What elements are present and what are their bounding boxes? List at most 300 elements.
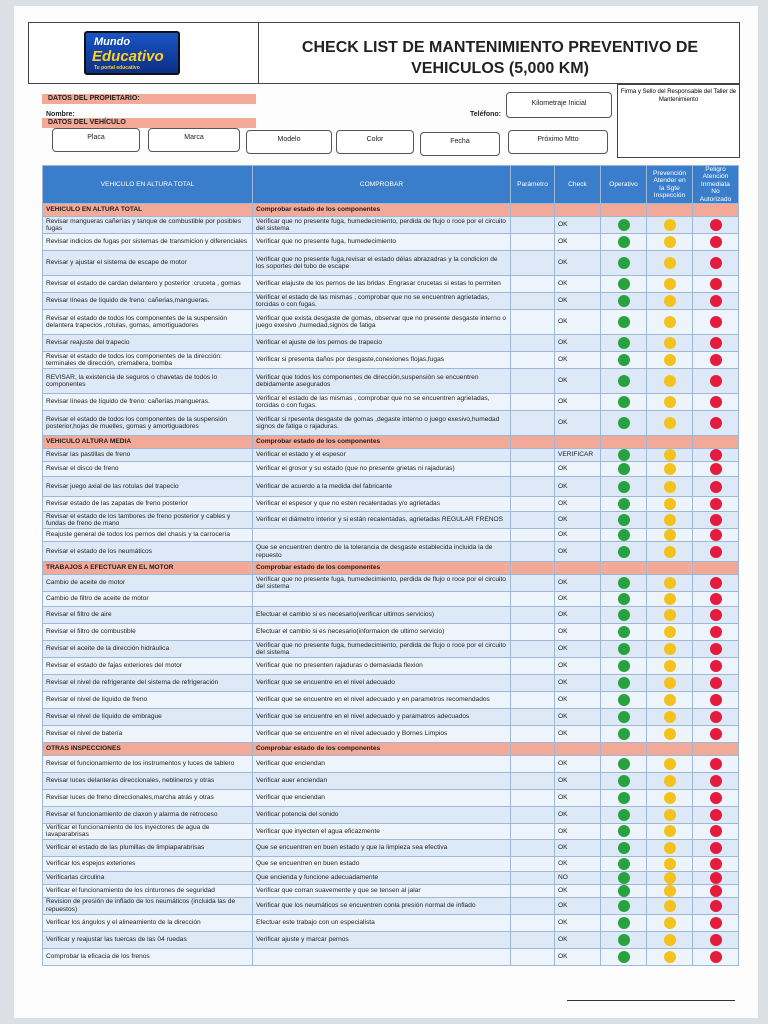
parameter-cell[interactable]: [511, 217, 555, 234]
prevencion-cell[interactable]: [647, 624, 693, 641]
item-cell: REVISAR, la existencia de seguros o chavetas de todos lo componentes: [43, 369, 253, 394]
prevencion-cell[interactable]: [647, 914, 693, 931]
parameter-cell[interactable]: [511, 394, 555, 411]
peligro-cell[interactable]: [693, 756, 739, 773]
plate-field[interactable]: Placa: [52, 128, 140, 152]
table-row: [43, 529, 739, 542]
green-status-dot: [618, 529, 630, 541]
check-cell: Verificar que inyecten el agua eficazmente: [253, 824, 511, 840]
operativo-cell[interactable]: [601, 658, 647, 675]
status-cell[interactable]: OK: [555, 807, 601, 824]
operativo-cell[interactable]: [601, 251, 647, 276]
peligro-cell[interactable]: [693, 709, 739, 726]
operativo-cell[interactable]: [601, 641, 647, 658]
peligro-cell[interactable]: [693, 394, 739, 411]
check-cell: Que encienda y funcione adecuadamente: [253, 871, 511, 884]
prevencion-cell[interactable]: [647, 856, 693, 871]
status-cell[interactable]: OK: [555, 948, 601, 965]
operativo-cell[interactable]: [601, 394, 647, 411]
peligro-cell[interactable]: [693, 335, 739, 352]
operativo-cell[interactable]: [601, 856, 647, 871]
operativo-cell[interactable]: [601, 675, 647, 692]
prevencion-cell[interactable]: [647, 497, 693, 512]
prevencion-cell[interactable]: [647, 477, 693, 497]
yellow-status-dot: [664, 775, 676, 787]
prevencion-cell[interactable]: [647, 897, 693, 914]
prevencion-cell[interactable]: [647, 726, 693, 743]
section-cell: [601, 743, 647, 756]
check-cell: Verificar el estado y el espesor: [253, 449, 511, 462]
table-row: [43, 884, 739, 897]
parameter-cell[interactable]: [511, 856, 555, 871]
check-cell: Verificar que enciendan: [253, 756, 511, 773]
operativo-cell[interactable]: [601, 773, 647, 790]
parameter-cell[interactable]: [511, 497, 555, 512]
operativo-cell[interactable]: [601, 592, 647, 607]
status-cell[interactable]: OK: [555, 335, 601, 352]
table-row: [43, 897, 739, 914]
prevencion-cell[interactable]: [647, 773, 693, 790]
parameter-cell[interactable]: [511, 824, 555, 840]
status-cell[interactable]: OK: [555, 462, 601, 477]
check-cell: [253, 948, 511, 965]
prevencion-cell[interactable]: [647, 839, 693, 856]
parameter-cell[interactable]: [511, 512, 555, 529]
status-cell[interactable]: OK: [555, 897, 601, 914]
peligro-cell[interactable]: [693, 217, 739, 234]
prevencion-cell[interactable]: [647, 352, 693, 369]
parameter-cell[interactable]: [511, 411, 555, 436]
red-status-dot: [710, 728, 722, 740]
parameter-cell[interactable]: [511, 931, 555, 948]
operativo-cell[interactable]: [601, 352, 647, 369]
prevencion-cell[interactable]: [647, 293, 693, 310]
table-row: [43, 575, 739, 592]
peligro-cell[interactable]: [693, 807, 739, 824]
parameter-cell[interactable]: [511, 276, 555, 293]
prevencion-cell[interactable]: [647, 658, 693, 675]
item-cell: Verificar los espejos exteriores: [43, 856, 253, 871]
operativo-cell[interactable]: [601, 756, 647, 773]
peligro-cell[interactable]: [693, 293, 739, 310]
operativo-cell[interactable]: [601, 709, 647, 726]
parameter-cell[interactable]: [511, 884, 555, 897]
parameter-cell[interactable]: [511, 477, 555, 497]
peligro-cell[interactable]: [693, 773, 739, 790]
item-cell: Verificar los ángulos y el alineamiento de la dirección: [43, 914, 253, 931]
yellow-status-dot: [664, 514, 676, 526]
parameter-cell[interactable]: [511, 234, 555, 251]
peligro-cell[interactable]: [693, 449, 739, 462]
green-status-dot: [618, 775, 630, 787]
red-status-dot: [710, 546, 722, 558]
item-cell: Revisar el nivel de líquido de freno: [43, 692, 253, 709]
operativo-cell[interactable]: [601, 624, 647, 641]
prevencion-cell[interactable]: [647, 310, 693, 335]
peligro-cell[interactable]: [693, 310, 739, 335]
red-status-dot: [710, 951, 722, 963]
operativo-cell[interactable]: [601, 529, 647, 542]
operativo-cell[interactable]: [601, 871, 647, 884]
item-cell: Revisar el estado de los neumáticos: [43, 542, 253, 562]
status-cell[interactable]: OK: [555, 217, 601, 234]
prevencion-cell[interactable]: [647, 884, 693, 897]
green-status-dot: [618, 917, 630, 929]
status-cell[interactable]: OK: [555, 856, 601, 871]
peligro-cell[interactable]: [693, 352, 739, 369]
table-row: [43, 641, 739, 658]
parameter-cell[interactable]: [511, 529, 555, 542]
table-row: [43, 462, 739, 477]
check-cell: Verificar que no presente fuga, humedecimiento, perdida de flujo o roce por el circuito del sistema: [253, 217, 511, 234]
prevencion-cell[interactable]: [647, 790, 693, 807]
green-status-dot: [618, 643, 630, 655]
peligro-cell[interactable]: [693, 658, 739, 675]
red-status-dot: [710, 529, 722, 541]
prevencion-cell[interactable]: [647, 394, 693, 411]
peligro-cell[interactable]: [693, 726, 739, 743]
table-row: [43, 856, 739, 871]
peligro-cell[interactable]: [693, 624, 739, 641]
parameter-cell[interactable]: [511, 756, 555, 773]
brand-field[interactable]: Marca: [148, 128, 240, 152]
green-status-dot: [618, 900, 630, 912]
prevencion-cell[interactable]: [647, 641, 693, 658]
yellow-status-dot: [664, 546, 676, 558]
status-cell[interactable]: OK: [555, 575, 601, 592]
operativo-cell[interactable]: [601, 607, 647, 624]
peligro-cell[interactable]: [693, 931, 739, 948]
yellow-status-dot: [664, 711, 676, 723]
peligro-cell[interactable]: [693, 234, 739, 251]
status-cell[interactable]: OK: [555, 529, 601, 542]
prevencion-cell[interactable]: [647, 529, 693, 542]
peligro-cell[interactable]: [693, 575, 739, 592]
prevencion-cell[interactable]: [647, 276, 693, 293]
operativo-cell[interactable]: [601, 839, 647, 856]
green-status-dot: [618, 626, 630, 638]
green-status-dot: [618, 951, 630, 963]
prevencion-cell[interactable]: [647, 217, 693, 234]
peligro-cell[interactable]: [693, 497, 739, 512]
status-cell[interactable]: OK: [555, 675, 601, 692]
prevencion-cell[interactable]: [647, 709, 693, 726]
check-cell: Verificar si presenta daños por desgaste,conexiones flojas,fugas: [253, 352, 511, 369]
status-cell[interactable]: OK: [555, 512, 601, 529]
peligro-cell[interactable]: [693, 884, 739, 897]
status-cell[interactable]: OK: [555, 293, 601, 310]
prevencion-cell[interactable]: [647, 871, 693, 884]
yellow-status-dot: [664, 872, 676, 884]
operativo-cell[interactable]: [601, 807, 647, 824]
check-cell: Verificar que no presente fuga, humedecimiento, perdida de flujo o roce por el circuito del sistema: [253, 641, 511, 658]
section-cell: [555, 743, 601, 756]
yellow-status-dot: [664, 498, 676, 510]
yellow-status-dot: [664, 593, 676, 605]
operativo-cell[interactable]: [601, 914, 647, 931]
yellow-status-dot: [664, 934, 676, 946]
status-cell[interactable]: OK: [555, 658, 601, 675]
peligro-cell[interactable]: [693, 824, 739, 840]
prevencion-cell[interactable]: [647, 756, 693, 773]
status-cell[interactable]: OK: [555, 641, 601, 658]
operativo-cell[interactable]: [601, 884, 647, 897]
item-cell: Verificar el funcionamiento de los inyectores de agua de lavaparabrisas: [43, 824, 253, 840]
parameter-cell[interactable]: [511, 773, 555, 790]
prevencion-cell[interactable]: [647, 675, 693, 692]
green-status-dot: [618, 872, 630, 884]
table-row: [43, 251, 739, 276]
item-cell: Revisar el funcionamiento de los instrumentos y luces de tablero: [43, 756, 253, 773]
prevencion-cell[interactable]: [647, 234, 693, 251]
parameter-cell[interactable]: [511, 807, 555, 824]
parameter-cell[interactable]: [511, 462, 555, 477]
item-cell: Revisar las pastillas de freno: [43, 449, 253, 462]
parameter-cell[interactable]: [511, 607, 555, 624]
section-cell: [555, 204, 601, 217]
yellow-status-dot: [664, 577, 676, 589]
check-cell: Verificar ajuste y marcar pernos: [253, 931, 511, 948]
operativo-cell[interactable]: [601, 462, 647, 477]
red-status-dot: [710, 463, 722, 475]
peligro-cell[interactable]: [693, 839, 739, 856]
status-cell[interactable]: OK: [555, 352, 601, 369]
next-maintenance-field[interactable]: Próximo Mtto: [508, 130, 608, 154]
peligro-cell[interactable]: [693, 542, 739, 562]
parameter-cell[interactable]: [511, 790, 555, 807]
status-cell[interactable]: OK: [555, 542, 601, 562]
prevencion-cell[interactable]: [647, 335, 693, 352]
parameter-cell[interactable]: [511, 293, 555, 310]
green-status-dot: [618, 337, 630, 349]
operativo-cell[interactable]: [601, 477, 647, 497]
status-cell[interactable]: OK: [555, 592, 601, 607]
peligro-cell[interactable]: [693, 411, 739, 436]
kilometraje-field[interactable]: Kilometraje Inicial: [506, 92, 612, 118]
operativo-cell[interactable]: [601, 497, 647, 512]
yellow-status-dot: [664, 417, 676, 429]
yellow-status-dot: [664, 825, 676, 837]
section-check-title: Comprobar estado de los componentes: [253, 204, 511, 217]
green-status-dot: [618, 481, 630, 493]
peligro-cell[interactable]: [693, 641, 739, 658]
peligro-cell[interactable]: [693, 607, 739, 624]
peligro-cell[interactable]: [693, 276, 739, 293]
operativo-cell[interactable]: [601, 310, 647, 335]
prevencion-cell[interactable]: [647, 449, 693, 462]
prevencion-cell[interactable]: [647, 692, 693, 709]
prevencion-cell[interactable]: [647, 592, 693, 607]
status-cell[interactable]: OK: [555, 624, 601, 641]
peligro-cell[interactable]: [693, 477, 739, 497]
signature-box: Firma y Sello del Responsable del Taller de Mantenimiento: [617, 84, 740, 158]
parameter-cell[interactable]: [511, 624, 555, 641]
status-cell[interactable]: OK: [555, 726, 601, 743]
item-cell: Revisar líneas de líquido de freno: cañerias,mangueras.: [43, 293, 253, 310]
status-cell[interactable]: OK: [555, 884, 601, 897]
peligro-cell[interactable]: [693, 512, 739, 529]
operativo-cell[interactable]: [601, 692, 647, 709]
peligro-cell[interactable]: [693, 675, 739, 692]
prevencion-cell[interactable]: [647, 251, 693, 276]
prevencion-cell[interactable]: [647, 369, 693, 394]
peligro-cell[interactable]: [693, 914, 739, 931]
status-cell[interactable]: OK: [555, 914, 601, 931]
yellow-status-dot: [664, 842, 676, 854]
red-status-dot: [710, 219, 722, 231]
model-field[interactable]: Modelo: [246, 130, 332, 154]
red-status-dot: [710, 694, 722, 706]
item-cell: Revisar luces de freno direccionales,marcha atrás y otras: [43, 790, 253, 807]
operativo-cell[interactable]: [601, 335, 647, 352]
prevencion-cell[interactable]: [647, 462, 693, 477]
parameter-cell[interactable]: [511, 914, 555, 931]
operativo-cell[interactable]: [601, 897, 647, 914]
yellow-status-dot: [664, 809, 676, 821]
status-cell[interactable]: OK: [555, 790, 601, 807]
parameter-cell[interactable]: [511, 675, 555, 692]
parameter-cell[interactable]: [511, 726, 555, 743]
footer-line: [567, 1000, 735, 1002]
status-cell[interactable]: OK: [555, 310, 601, 335]
operativo-cell[interactable]: [601, 824, 647, 840]
status-cell[interactable]: OK: [555, 477, 601, 497]
section-cell: [511, 436, 555, 449]
parameter-cell[interactable]: [511, 449, 555, 462]
operativo-cell[interactable]: [601, 512, 647, 529]
yellow-status-dot: [664, 609, 676, 621]
header-item: VEHICULO EN ALTURA TOTAL: [43, 166, 253, 204]
red-status-dot: [710, 449, 722, 461]
parameter-cell[interactable]: [511, 709, 555, 726]
prevencion-cell[interactable]: [647, 824, 693, 840]
status-cell[interactable]: OK: [555, 394, 601, 411]
table-row: [43, 931, 739, 948]
status-cell[interactable]: OK: [555, 276, 601, 293]
yellow-status-dot: [664, 858, 676, 870]
check-cell: Verificar de acuerdo a la medida del fabricante: [253, 477, 511, 497]
operativo-cell[interactable]: [601, 234, 647, 251]
parameter-cell[interactable]: [511, 948, 555, 965]
date-field[interactable]: Fecha: [420, 132, 500, 156]
item-cell: Revisar el aceite de la dirección hidráulica: [43, 641, 253, 658]
status-cell[interactable]: OK: [555, 497, 601, 512]
check-cell: Verificar el grosor y su estado (que no presente grietas ni rajaduras): [253, 462, 511, 477]
status-cell[interactable]: OK: [555, 411, 601, 436]
prevencion-cell[interactable]: [647, 931, 693, 948]
operativo-cell[interactable]: [601, 931, 647, 948]
logo-line-1: Mundo: [94, 36, 131, 48]
prevencion-cell[interactable]: [647, 575, 693, 592]
status-cell[interactable]: NO: [555, 871, 601, 884]
operativo-cell[interactable]: [601, 217, 647, 234]
status-cell[interactable]: OK: [555, 607, 601, 624]
yellow-status-dot: [664, 626, 676, 638]
peligro-cell[interactable]: [693, 692, 739, 709]
operativo-cell[interactable]: [601, 542, 647, 562]
parameter-cell[interactable]: [511, 692, 555, 709]
parameter-cell[interactable]: [511, 542, 555, 562]
color-field[interactable]: Color: [336, 130, 414, 154]
status-cell[interactable]: OK: [555, 839, 601, 856]
operativo-cell[interactable]: [601, 575, 647, 592]
status-cell[interactable]: OK: [555, 234, 601, 251]
peligro-cell[interactable]: [693, 251, 739, 276]
peligro-cell[interactable]: [693, 369, 739, 394]
peligro-cell[interactable]: [693, 856, 739, 871]
check-cell: Que se encuentren dentro de la tolerancia de desgaste establecida incluida la de repuesto: [253, 542, 511, 562]
parameter-cell[interactable]: [511, 352, 555, 369]
checklist-table: [42, 165, 739, 966]
status-cell[interactable]: OK: [555, 709, 601, 726]
prevencion-cell[interactable]: [647, 607, 693, 624]
prevencion-cell[interactable]: [647, 512, 693, 529]
peligro-cell[interactable]: [693, 897, 739, 914]
parameter-cell[interactable]: [511, 641, 555, 658]
item-cell: Revisar mangueras cañerías y tanque de combustible por posibles fugas: [43, 217, 253, 234]
red-status-dot: [710, 593, 722, 605]
prevencion-cell[interactable]: [647, 948, 693, 965]
status-cell[interactable]: OK: [555, 692, 601, 709]
section-cell: [511, 743, 555, 756]
operativo-cell[interactable]: [601, 276, 647, 293]
red-status-dot: [710, 885, 722, 897]
operativo-cell[interactable]: [601, 411, 647, 436]
parameter-cell[interactable]: [511, 575, 555, 592]
operativo-cell[interactable]: [601, 790, 647, 807]
red-status-dot: [710, 775, 722, 787]
parameter-cell[interactable]: [511, 897, 555, 914]
check-cell: Que se encuentren en buen estado y que la limpieza sea efectiva: [253, 839, 511, 856]
operativo-cell[interactable]: [601, 449, 647, 462]
yellow-status-dot: [664, 219, 676, 231]
peligro-cell[interactable]: [693, 948, 739, 965]
peligro-cell[interactable]: [693, 529, 739, 542]
section-cell: [647, 562, 693, 575]
status-cell[interactable]: OK: [555, 756, 601, 773]
parameter-cell[interactable]: [511, 251, 555, 276]
red-status-dot: [710, 278, 722, 290]
parameter-cell[interactable]: [511, 592, 555, 607]
parameter-cell[interactable]: [511, 310, 555, 335]
prevencion-cell[interactable]: [647, 542, 693, 562]
parameter-cell[interactable]: [511, 839, 555, 856]
status-cell[interactable]: VERIFICAR: [555, 449, 601, 462]
prevencion-cell[interactable]: [647, 411, 693, 436]
status-cell[interactable]: OK: [555, 773, 601, 790]
parameter-cell[interactable]: [511, 658, 555, 675]
parameter-cell[interactable]: [511, 369, 555, 394]
operativo-cell[interactable]: [601, 948, 647, 965]
operativo-cell[interactable]: [601, 369, 647, 394]
parameter-cell[interactable]: [511, 335, 555, 352]
peligro-cell[interactable]: [693, 462, 739, 477]
status-cell[interactable]: OK: [555, 824, 601, 840]
peligro-cell[interactable]: [693, 871, 739, 884]
parameter-cell[interactable]: [511, 871, 555, 884]
status-cell[interactable]: OK: [555, 931, 601, 948]
yellow-status-dot: [664, 885, 676, 897]
peligro-cell[interactable]: [693, 790, 739, 807]
operativo-cell[interactable]: [601, 293, 647, 310]
prevencion-cell[interactable]: [647, 807, 693, 824]
item-cell: Verificarlas circulina: [43, 871, 253, 884]
operativo-cell[interactable]: [601, 726, 647, 743]
status-cell[interactable]: OK: [555, 369, 601, 394]
yellow-status-dot: [664, 257, 676, 269]
status-cell[interactable]: OK: [555, 251, 601, 276]
peligro-cell[interactable]: [693, 592, 739, 607]
